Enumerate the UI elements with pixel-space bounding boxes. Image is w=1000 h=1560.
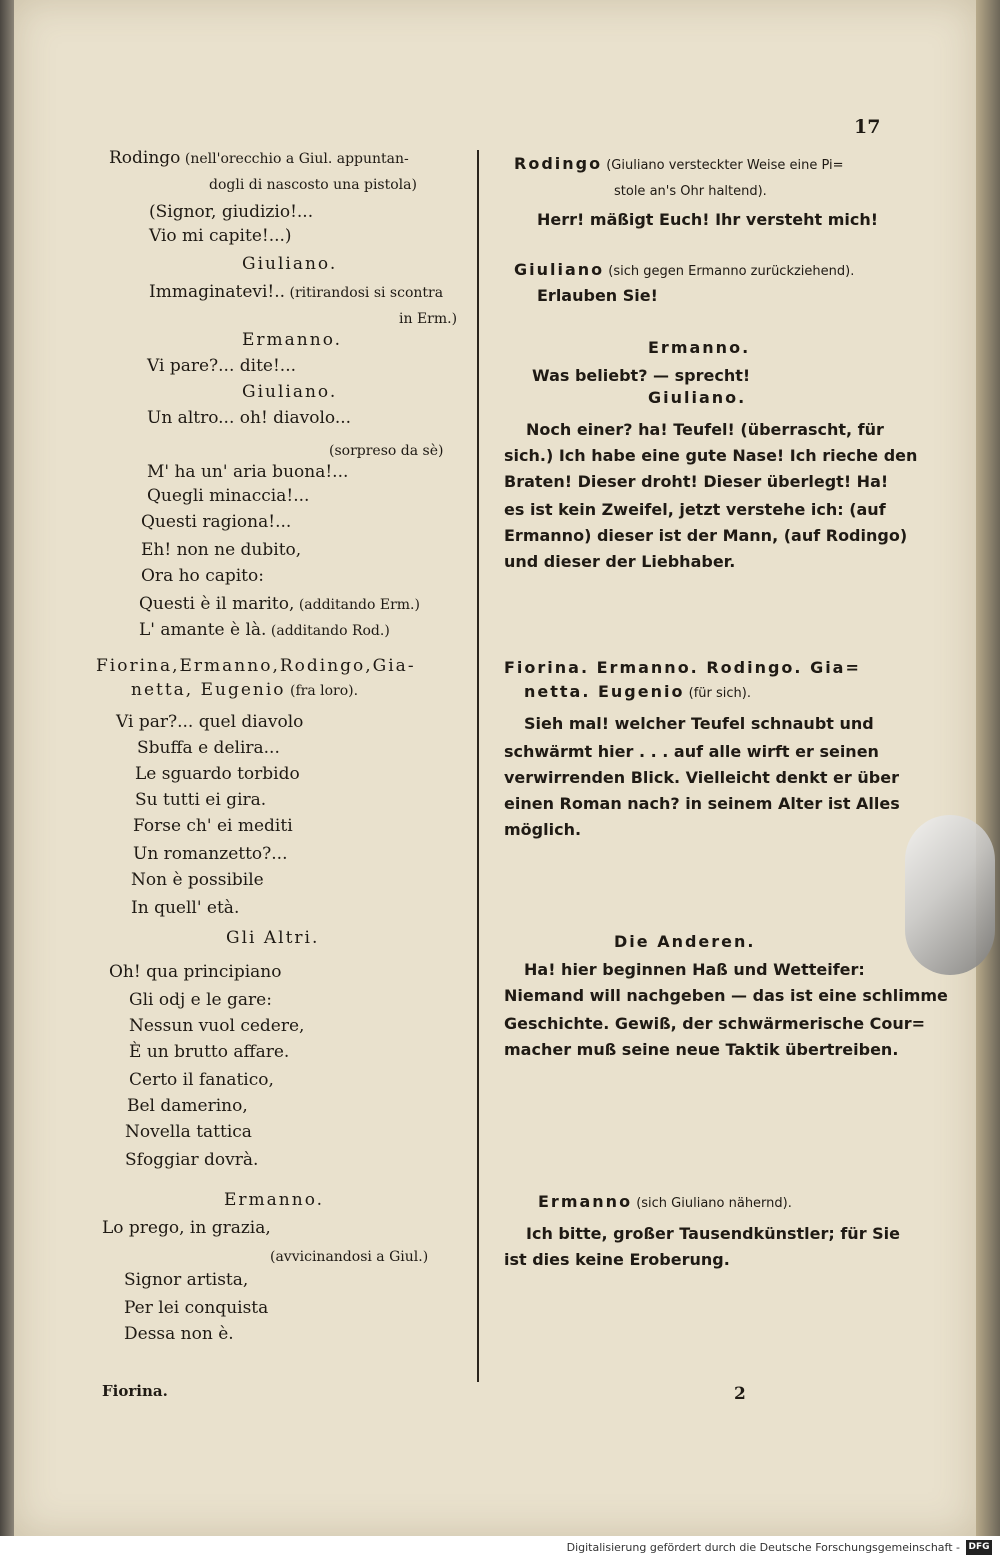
italian-text-line — [131, 870, 264, 890]
verse-text: Non è possibile — [131, 870, 264, 890]
verse-text: Ermanno) dieser ist der Mann, (auf Rodingo) — [504, 526, 908, 545]
german-text-line — [537, 210, 878, 229]
italian-text-line — [124, 1270, 248, 1290]
verse-text: Un altro... oh! diavolo... — [147, 408, 352, 428]
speaker-name: Giuliano. — [648, 388, 747, 407]
italian-text-line — [270, 1246, 428, 1266]
italian-text-line — [242, 330, 342, 350]
german-text-line — [504, 742, 879, 761]
speaker-name: Giuliano — [514, 260, 605, 279]
italian-text-line — [96, 656, 416, 676]
german-text-line — [504, 820, 581, 839]
italian-text-line — [125, 1122, 252, 1142]
speaker-name: Giuliano. — [242, 254, 338, 274]
german-text-line — [532, 366, 750, 385]
german-text-line — [524, 960, 865, 979]
digitization-footer — [0, 1536, 1000, 1560]
italian-text-line — [147, 486, 309, 506]
german-text-line — [504, 526, 907, 545]
speaker-name: Giuliano. — [242, 382, 338, 402]
german-text-line — [504, 986, 948, 1005]
italian-text-line — [139, 594, 420, 614]
verse-text: Geschichte. Gewiß, der schwärmerische Cour= — [504, 1014, 926, 1033]
signature-mark: 2 — [734, 1384, 746, 1404]
stage-direction: (sich Giuliano nähernd). — [632, 1196, 792, 1211]
stage-direction: (sorpreso da sè) — [329, 443, 444, 459]
verse-text: Quegli minaccia!... — [147, 486, 310, 506]
stage-direction: (fra loro). — [285, 683, 359, 699]
stage-direction: stole an's Ohr haltend). — [614, 184, 767, 199]
verse-text: L' amante è là. — [139, 620, 267, 640]
verse-text: Vi pare?... dite!... — [147, 356, 297, 376]
italian-text-line — [135, 764, 300, 784]
italian-text-line — [109, 148, 409, 168]
german-text-line — [614, 180, 767, 199]
stage-direction: (für sich). — [684, 686, 751, 701]
italian-text-line — [125, 1150, 258, 1170]
dfg-logo: DFG — [966, 1540, 992, 1555]
italian-text-line — [116, 712, 303, 732]
speaker-name: Fiorina. Ermanno. Rodingo. Gia= — [504, 658, 861, 677]
italian-text-line — [102, 1218, 271, 1238]
verse-text: Forse ch' ei mediti — [133, 816, 293, 836]
italian-text-line — [224, 1190, 324, 1210]
stage-direction: (avvicinandosi a Giul.) — [270, 1249, 429, 1265]
german-text-line — [504, 472, 888, 491]
column-divider — [477, 150, 479, 1382]
speaker-name: netta. Eugenio — [524, 682, 685, 701]
german-text-line — [648, 388, 746, 407]
german-text-line — [504, 658, 861, 677]
book-spine-shadow — [0, 0, 14, 1536]
italian-text-line — [242, 254, 337, 274]
italian-text-line — [129, 990, 272, 1010]
italian-text-line — [147, 408, 351, 428]
italian-text-line — [139, 620, 390, 640]
stage-direction: (Giuliano versteckter Weise eine Pi= — [602, 158, 844, 173]
verse-text: Niemand will nachgeben — das ist eine schlimme — [504, 986, 948, 1005]
stage-direction: (additando Rod.) — [266, 623, 390, 639]
italian-text-line — [141, 566, 264, 586]
verse-text: (Signor, giudizio!... — [149, 202, 314, 222]
verse-text: Dessa non è. — [124, 1324, 234, 1344]
verse-text: Questi ragiona!... — [141, 512, 292, 532]
italian-text-line — [147, 462, 348, 482]
page-number: 17 — [854, 116, 881, 138]
verse-text: Herr! mäßigt Euch! Ihr versteht mich! — [537, 210, 879, 229]
verse-text: Le sguardo torbido — [135, 764, 300, 784]
italian-text-line — [329, 440, 443, 460]
verse-text: Lo prego, in grazia, — [102, 1218, 271, 1238]
italian-text-line — [133, 816, 293, 836]
verse-text: Nessun vuol cedere, — [129, 1016, 305, 1036]
german-text-line — [526, 1224, 900, 1243]
verse-text: Braten! Dieser droht! Dieser überlegt! Ha! — [504, 472, 889, 491]
verse-text: Ha! hier beginnen Haß und Wetteifer: — [524, 960, 865, 979]
german-text-line — [504, 1040, 898, 1059]
speaker-name: Ermanno. — [648, 338, 751, 357]
italian-text-line — [129, 1070, 274, 1090]
italian-text-line — [147, 356, 296, 376]
german-text-line — [504, 1014, 925, 1033]
verse-text: Rodingo — [109, 148, 181, 168]
verse-text: In quell' età. — [131, 898, 240, 918]
verse-text: Ora ho capito: — [141, 566, 264, 586]
verse-text: möglich. — [504, 820, 582, 839]
german-text-line — [648, 338, 750, 357]
italian-text-line — [129, 1042, 289, 1062]
italian-text-line — [137, 738, 280, 758]
german-text-line — [504, 768, 899, 787]
verse-text: Gli odj e le gare: — [129, 990, 272, 1010]
page-edge — [976, 0, 1000, 1536]
italian-text-line — [242, 382, 337, 402]
verse-text: Eh! non ne dubito, — [141, 540, 302, 560]
verse-text: sich.) Ich habe eine gute Nase! Ich rieche den — [504, 446, 918, 465]
italian-text-line — [141, 540, 301, 560]
italian-text-line — [124, 1298, 268, 1318]
verse-text: Sfoggiar dovrà. — [125, 1150, 259, 1170]
verse-text: Immaginatevi!.. — [149, 282, 286, 302]
speaker-name: Fiorina,Ermanno,Rodingo,Gia- — [96, 656, 416, 676]
italian-text-line — [133, 844, 288, 864]
verse-text: es ist kein Zweifel, jetzt verstehe ich: (auf — [504, 500, 886, 519]
verse-text: Noch einer? ha! Teufel! (überrascht, für — [526, 420, 884, 439]
speaker-name: Ermanno. — [224, 1190, 325, 1210]
verse-text: schwärmt hier . . . auf alle wirft er seinen — [504, 742, 879, 761]
italian-text-line — [124, 1324, 234, 1344]
stage-direction: in Erm.) — [399, 311, 458, 327]
stage-direction: (sich gegen Ermanno zurückziehend). — [604, 264, 855, 279]
verse-text: einen Roman nach? in seinem Alter ist Alles — [504, 794, 900, 813]
german-text-line — [514, 260, 854, 279]
stage-direction: (additando Erm.) — [294, 597, 420, 613]
german-text-line — [504, 500, 886, 519]
verse-text: Erlauben Sie! — [537, 286, 658, 305]
page-clip — [905, 815, 995, 975]
verse-text: macher muß seine neue Taktik übertreiben. — [504, 1040, 899, 1059]
verse-text: Questi è il marito, — [139, 594, 295, 614]
speaker-name: netta, Eugenio — [131, 680, 286, 700]
german-text-line — [614, 932, 755, 951]
verse-text: und dieser der Liebhaber. — [504, 552, 736, 571]
german-text-line — [504, 1250, 730, 1269]
german-text-line — [538, 1192, 792, 1211]
speaker-name: Ermanno. — [242, 330, 343, 350]
italian-text-line — [149, 282, 443, 302]
verse-text: È un brutto affare. — [129, 1042, 290, 1062]
verse-text: Per lei conquista — [124, 1298, 269, 1318]
speaker-name: Ermanno — [538, 1192, 633, 1211]
german-text-line — [526, 420, 884, 439]
italian-text-line — [399, 308, 457, 328]
verse-text: Sbuffa e delira... — [137, 738, 280, 758]
stage-direction: dogli di nascosto una pistola) — [209, 177, 417, 193]
verse-text: M' ha un' aria buona!... — [147, 462, 349, 482]
verse-text: Ich bitte, großer Tausendkünstler; für Sie — [526, 1224, 901, 1243]
german-text-line — [504, 552, 735, 571]
german-text-line — [524, 682, 751, 701]
italian-text-line — [149, 202, 313, 222]
verse-text: Vio mi capite!...) — [149, 226, 292, 246]
italian-text-line — [109, 962, 281, 982]
verse-text: Sieh mal! welcher Teufel schnaubt und — [524, 714, 874, 733]
verse-text: Bel damerino, — [127, 1096, 248, 1116]
catchword: Fiorina. — [102, 1382, 168, 1400]
german-text-line — [504, 794, 900, 813]
speaker-name: Gli Altri. — [226, 928, 320, 948]
stage-direction: (nell'orecchio a Giul. appuntan- — [180, 151, 409, 167]
verse-text: Certo il fanatico, — [129, 1070, 274, 1090]
german-text-line — [504, 446, 917, 465]
verse-text: Was beliebt? — sprecht! — [532, 366, 751, 385]
italian-text-line — [149, 226, 292, 246]
italian-text-line — [209, 174, 417, 194]
verse-text: Novella tattica — [125, 1122, 252, 1142]
italian-text-line — [131, 898, 239, 918]
verse-text: Oh! qua principiano — [109, 962, 282, 982]
italian-text-line — [127, 1096, 248, 1116]
italian-text-line — [141, 512, 291, 532]
stage-direction: (ritirandosi si scontra — [285, 285, 444, 301]
funding-note: Digitalisierung gefördert durch die Deutsche Forschungsgemeinschaft - — [566, 1541, 960, 1554]
verse-text: Vi par?... quel diavolo — [116, 712, 304, 732]
italian-text-line — [129, 1016, 304, 1036]
verse-text: Su tutti ei gira. — [135, 790, 267, 810]
italian-text-line — [135, 790, 266, 810]
speaker-name: Die Anderen. — [614, 932, 756, 951]
book-page — [14, 0, 976, 1536]
verse-text: Un romanzetto?... — [133, 844, 288, 864]
verse-text: ist dies keine Eroberung. — [504, 1250, 730, 1269]
speaker-name: Rodingo — [514, 154, 603, 173]
german-text-line — [524, 714, 874, 733]
verse-text: Signor artista, — [124, 1270, 249, 1290]
italian-text-line — [131, 680, 358, 700]
italian-text-line — [226, 928, 319, 948]
verse-text: verwirrenden Blick. Vielleicht denkt er über — [504, 768, 899, 787]
german-text-line — [514, 154, 844, 173]
german-text-line — [537, 286, 658, 305]
